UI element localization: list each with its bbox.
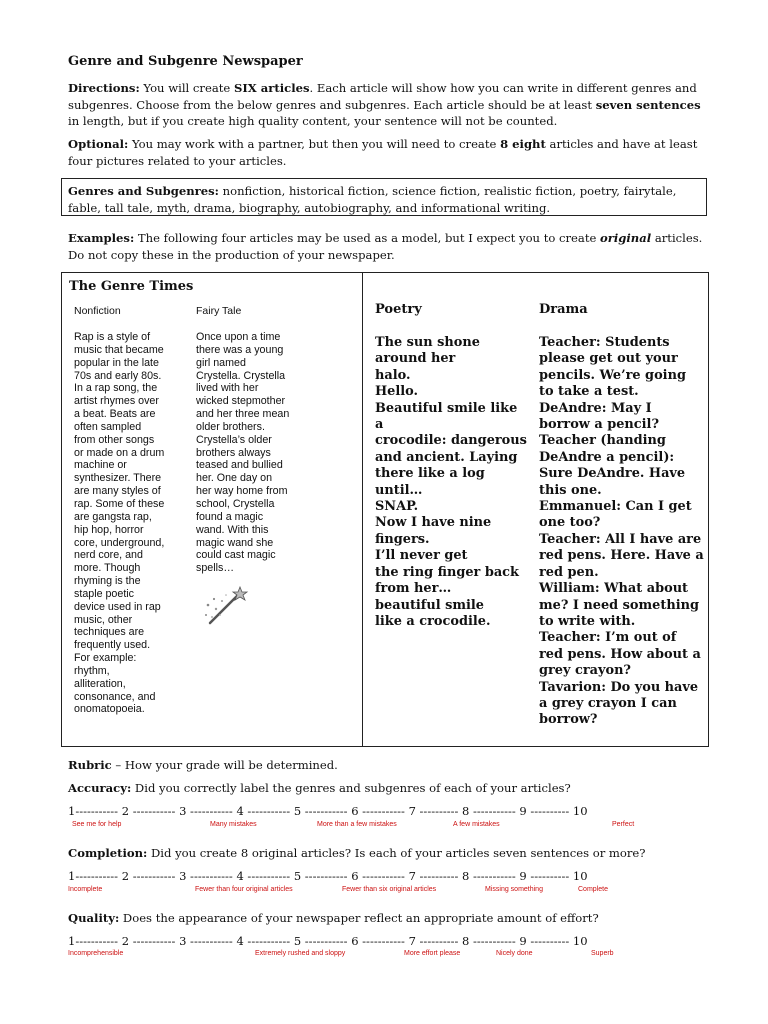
drama-line: DeAndre: May I borrow a pencil? bbox=[539, 400, 659, 433]
rubric-intro bbox=[68, 758, 338, 772]
fairy-tale-heading: Fairy Tale bbox=[196, 305, 242, 317]
magic-wand-icon bbox=[202, 585, 250, 625]
genres-box bbox=[61, 178, 707, 216]
poetry-heading: Poetry bbox=[375, 302, 422, 317]
accuracy-scale-label: More than a few mistakes bbox=[317, 821, 397, 828]
examples-original: original bbox=[600, 231, 652, 245]
optional-bold: 8 eight bbox=[500, 137, 546, 151]
rubric-label: Rubric bbox=[68, 758, 112, 772]
optional-text-1: You may work with a partner, but then you will need to create bbox=[128, 137, 501, 151]
accuracy-scale: 1----------- 2 ----------- 3 ----------- 4 ----------- 5 ----------- 6 ----------- 7 ---------- 8 ----------- 9 ---------- 10 bbox=[68, 804, 588, 818]
rubric-intro-text: – How your grade will be determined. bbox=[111, 758, 338, 772]
genre-times-title: The Genre Times bbox=[69, 279, 194, 294]
completion-question-text: Did you create 8 original articles? Is each of your articles seven sentences or more? bbox=[147, 846, 646, 860]
quality-label: Quality: bbox=[68, 911, 120, 925]
quality-scale: 1----------- 2 ----------- 3 ----------- 4 ----------- 5 ----------- 6 ----------- 7 ---------- 8 ----------- 9 ---------- 10 bbox=[68, 934, 588, 948]
directions-bold-2: seven sentences bbox=[595, 97, 701, 112]
accuracy-scale-label: Many mistakes bbox=[210, 821, 257, 828]
examples-paragraph bbox=[68, 230, 708, 263]
directions-label: Directions: bbox=[68, 81, 140, 95]
completion-scale-label: Complete bbox=[578, 886, 608, 893]
genres-list: nonfiction, historical fiction, science fiction, realistic fiction, poetry, fairytale, fable, tall tale, myth, drama, biography, autobiography, and informational writing. bbox=[68, 184, 677, 215]
drama-line: Teacher: I’m out of red pens. How about a grey crayon? bbox=[539, 630, 701, 679]
completion-scale-label: Incomplete bbox=[68, 886, 103, 893]
completion-question bbox=[68, 846, 646, 860]
genre-times-box bbox=[61, 272, 709, 747]
completion-label: Completion: bbox=[68, 846, 148, 860]
nonfiction-article: Rap is a style of music that became popular in the late 70s and early 80s. In a rap song, the artist rhymes over a beat. Beats are often sampled from other songs or made on a drum machine or synthesizer. There are many styles of rap. Some of these are gangsta rap, hip hop, horror core, underground, nerd core, and more. Though rhyming is the staple poetic device used in rap music, other techniques are frequently used. For example: rhythm, alliteration, consonance, and onomatopoeia. bbox=[74, 331, 165, 716]
column-divider bbox=[362, 273, 363, 746]
directions-paragraph bbox=[68, 80, 708, 130]
accuracy-question-text: Did you correctly label the genres and subgenres of each of your articles? bbox=[131, 781, 571, 795]
drama-line: Teacher (handing DeAndre a pencil): Sure DeAndre. Have this one. bbox=[539, 433, 686, 498]
page-title: Genre and Subgenre Newspaper bbox=[68, 54, 303, 69]
quality-scale-label: Superb bbox=[591, 950, 614, 957]
drama-line: William: What about me? I need something to write with. bbox=[539, 581, 699, 629]
drama-line: Teacher: Students please get out your pencils. We’re going to take a test. bbox=[539, 335, 686, 400]
optional-paragraph bbox=[68, 136, 708, 169]
quality-scale-label: Incomprehensible bbox=[68, 950, 124, 957]
accuracy-scale-label: A few mistakes bbox=[453, 821, 500, 828]
examples-text-1: The following four articles may be used as a model, but I expect you to create bbox=[134, 231, 601, 245]
quality-scale-label: Extremely rushed and sloppy bbox=[255, 950, 346, 957]
drama-article bbox=[539, 335, 704, 729]
fairy-tale-article: Once upon a time there was a young girl named Crystella. Crystella lived with her wicked stepmother and her three mean older brothers. Crystella’s older brothers always teased and bullied her. One day on her way home from school, Crystella found a magic wand. With this magic wand she could cast magic spells… bbox=[196, 331, 290, 575]
examples-text-2: articles. Do not copy these in the production of your newspaper. bbox=[68, 231, 703, 262]
drama-line: Emmanuel: Can I get one too? bbox=[539, 499, 692, 531]
genres-label: Genres and Subgenres: bbox=[68, 184, 219, 198]
quality-question bbox=[68, 911, 599, 925]
poetry-article: The sun shone around her halo. Hello. Beautiful smile like a crocodile: dangerous and ancient. Laying there like a log until… SNAP. Now I have nine fingers. I’ll never get the ring finger back from her… beautiful smile like a crocodile. bbox=[375, 335, 527, 629]
examples-label: Examples: bbox=[68, 231, 135, 245]
directions-text-2: . Each article will show how you can write in different genres and subgenres. Choose from the below genres and subgenres. Each article should be at least bbox=[68, 81, 697, 112]
accuracy-scale-label: Perfect bbox=[612, 821, 635, 828]
optional-label: Optional: bbox=[68, 137, 129, 151]
optional-text-2: articles and have at least four pictures related to your articles. bbox=[68, 137, 698, 168]
completion-scale: 1----------- 2 ----------- 3 ----------- 4 ----------- 5 ----------- 6 ----------- 7 ---------- 8 ----------- 9 ---------- 10 bbox=[68, 869, 588, 883]
quality-scale-label: Nicely done bbox=[496, 950, 533, 957]
drama-line: Teacher: All I have are red pens. Here. Have a red pen. bbox=[539, 531, 704, 580]
directions-text-3: in length, but if you create high quality content, your sentence will not be counted. bbox=[68, 114, 558, 128]
accuracy-scale-label: See me for help bbox=[72, 821, 122, 828]
directions-bold-1: SIX articles bbox=[233, 81, 310, 95]
completion-scale-label: Fewer than four original articles bbox=[195, 886, 293, 893]
quality-scale-label: More effort please bbox=[404, 950, 461, 957]
completion-scale-label: Fewer than six original articles bbox=[342, 886, 437, 893]
nonfiction-heading: Nonfiction bbox=[74, 305, 121, 317]
accuracy-label: Accuracy: bbox=[68, 781, 132, 795]
drama-heading: Drama bbox=[539, 302, 588, 317]
quality-question-text: Does the appearance of your newspaper reflect an appropriate amount of effort? bbox=[119, 911, 599, 925]
completion-scale-label: Missing something bbox=[485, 886, 543, 893]
directions-text-1: You will create bbox=[139, 81, 234, 95]
accuracy-question bbox=[68, 781, 571, 795]
drama-line: Tavarion: Do you have a grey crayon I can borrow? bbox=[539, 679, 699, 728]
